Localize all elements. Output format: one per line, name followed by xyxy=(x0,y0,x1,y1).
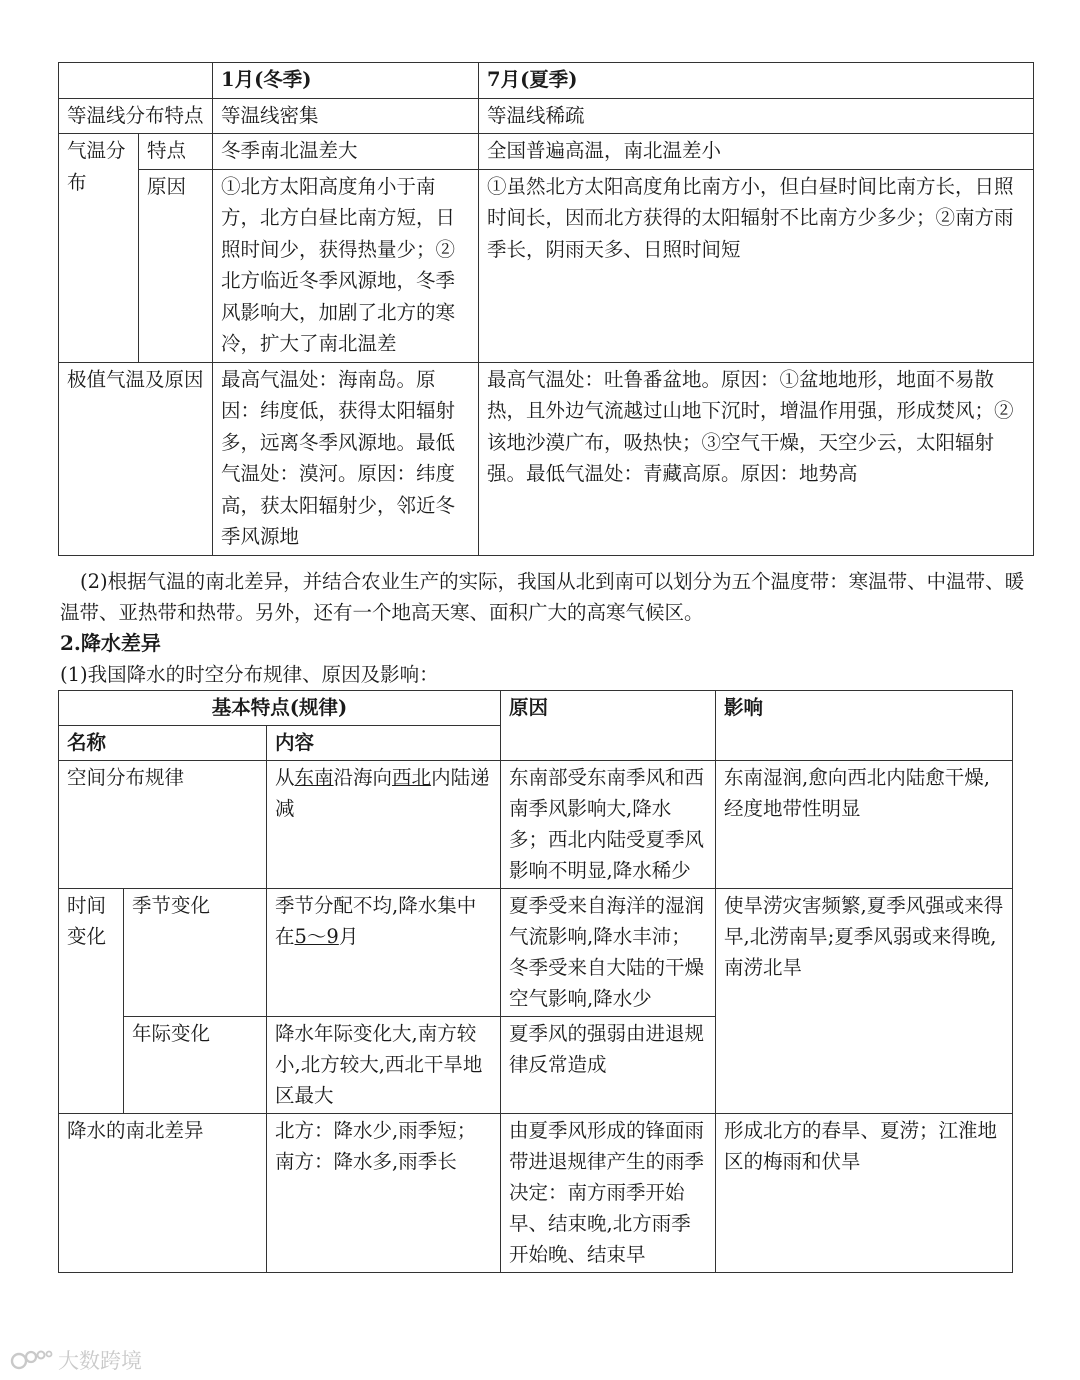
cell-ns-reason: 由夏季风形成的锋面雨带进退规律产生的雨季决定：南方雨季开始早、结束晚,北方雨季开始晚、结束早 xyxy=(501,1114,716,1273)
section-heading-precipitation: 2.降水差异 xyxy=(60,631,161,655)
cell-ns-content xyxy=(267,1114,501,1273)
table-row xyxy=(59,98,1034,134)
cell-seasonal-content xyxy=(267,889,501,1017)
text-fragment: 月 xyxy=(338,925,359,948)
text-line: 北方：降水少,雨季短； xyxy=(275,1119,477,1142)
cell-reasons-jan: ①北方太阳高度角小于南方，北方白昼比南方短，日照时间少，获得热量少；②北方临近冬季风源地，冬季风影响大，加剧了北方的寒冷，扩大了南北温差 xyxy=(213,169,479,362)
cell-annual-reason: 夏季风的强弱由进退规律反常造成 xyxy=(501,1017,716,1114)
header-impact: 影响 xyxy=(716,691,1013,761)
cell-isotherm-jan: 等温线密集 xyxy=(213,98,479,134)
cell-ns-impact: 形成北方的春旱、夏涝；江淮地区的梅雨和伏旱 xyxy=(716,1114,1013,1273)
sublabel-reasons: 原因 xyxy=(139,169,213,362)
header-january: 1月(冬季) xyxy=(213,63,479,99)
sublabel-annual: 年际变化 xyxy=(124,1017,267,1114)
table-row xyxy=(59,1114,1013,1273)
row-label-extreme: 极值气温及原因 xyxy=(59,362,213,555)
row-label-spatial: 空间分布规律 xyxy=(59,761,267,889)
header-basic-features: 基本特点(规律) xyxy=(59,691,501,726)
table-row xyxy=(59,169,1034,362)
header-july: 7月(夏季) xyxy=(479,63,1034,99)
cell-features-jan: 冬季南北温差大 xyxy=(213,134,479,170)
text-fragment: 内陆递减 xyxy=(275,766,490,820)
underlined-text: 5～9 xyxy=(294,925,339,948)
text-fragment: 季节分配不均,降水集中在 xyxy=(275,894,477,948)
row-label-ns-difference: 降水的南北差异 xyxy=(59,1114,267,1273)
cell-features-jul: 全国普遍高温，南北温差小 xyxy=(479,134,1034,170)
cell-temporal-impact: 使旱涝灾害频繁,夏季风强或来得早,北涝南旱;夏季风弱或来得晚,南涝北旱 xyxy=(716,889,1013,1114)
cell-seasonal-reason: 夏季受来自海洋的湿润气流影响,降水丰沛；冬季受来自大陆的干燥空气影响,降水少 xyxy=(501,889,716,1017)
cell-spatial-impact: 东南湿润,愈向西北内陆愈干燥,经度地带性明显 xyxy=(716,761,1013,889)
table-row xyxy=(59,761,1013,889)
cell-reasons-jul: ①虽然北方太阳高度角比南方小，但白昼时间比南方长，日照时间长，因而北方获得的太阳辐射不比南方少多少；②南方雨季长，阴雨天多、日照时间短 xyxy=(479,169,1034,362)
cell-spatial-reason: 东南部受东南季风和西南季风影响大,降水多；西北内陆受夏季风影响不明显,降水稀少 xyxy=(501,761,716,889)
row-label-temporal: 时间变化 xyxy=(59,889,124,1114)
precipitation-table xyxy=(58,690,1013,1273)
sublabel-seasonal: 季节变化 xyxy=(124,889,267,1017)
subsection-caption: (1)我国降水的时空分布规律、原因及影响： xyxy=(60,663,439,686)
sublabel-features: 特点 xyxy=(139,134,213,170)
watermark-text: 大数跨境 xyxy=(58,1349,142,1373)
underlined-text: 东南 xyxy=(294,766,334,789)
table-row xyxy=(59,134,1034,170)
header-reason: 原因 xyxy=(501,691,716,761)
cell-extreme-jul: 最高气温处：吐鲁番盆地。原因：①盆地地形，地面不易散热，且外边气流越过山地下沉时，增温作用强，形成焚风；②该地沙漠广布，吸热快；③空气干燥，天空少云，太阳辐射强。最低气温处：青藏高原。原因：地势高 xyxy=(479,362,1034,555)
header-content: 内容 xyxy=(267,726,501,761)
watermark xyxy=(10,1345,142,1375)
temperature-table xyxy=(58,62,1034,556)
logo-icon xyxy=(10,1347,54,1373)
text-fragment: 沿海向 xyxy=(333,766,393,789)
header-name: 名称 xyxy=(59,726,267,761)
underlined-text: 西北 xyxy=(392,766,432,789)
table-row xyxy=(59,362,1034,555)
cell-extreme-jan: 最高气温处：海南岛。原因：纬度低，获得太阳辐射多，远离冬季风源地。最低气温处：漠河。原因：纬度高，获太阳辐射少，邻近冬季风源地 xyxy=(213,362,479,555)
temperature-zones-paragraph: (2)根据气温的南北差异，并结合农业生产的实际，我国从北到南可以划分为五个温度带：寒温带、中温带、暖温带、亚热带和热带。另外，还有一个地高天寒、面积广大的高寒气候区。 xyxy=(60,570,1025,624)
row-label-isotherm: 等温线分布特点 xyxy=(59,98,213,134)
text-line: 南方：降水多,雨季长 xyxy=(275,1150,457,1173)
table-header-row xyxy=(59,691,1013,726)
cell-isotherm-jul: 等温线稀疏 xyxy=(479,98,1034,134)
header-empty-cell xyxy=(59,63,213,99)
table-row xyxy=(59,889,1013,1017)
text-fragment: 从 xyxy=(275,766,295,789)
cell-annual-content: 降水年际变化大,南方较小,北方较大,西北干旱地区最大 xyxy=(267,1017,501,1114)
row-label-temp-distribution: 气温分布 xyxy=(59,134,139,363)
cell-spatial-content xyxy=(267,761,501,889)
table-header-row xyxy=(59,63,1034,99)
